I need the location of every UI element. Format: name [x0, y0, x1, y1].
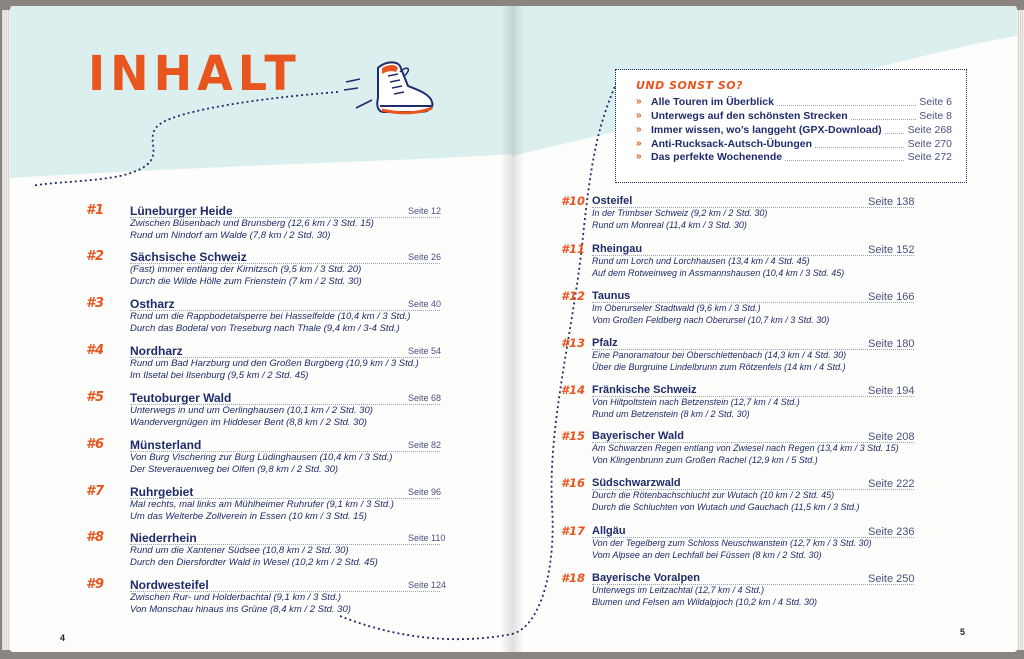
page-number-left: 4 [60, 633, 66, 643]
extras-item-label: Alle Touren im Überblick [651, 96, 777, 108]
entry-number: #15 [561, 429, 586, 443]
entry-region-name: Lüneburger Heide [130, 204, 233, 218]
entry-tour: Von der Tegelberg zum Schloss Neuschwanstein (12,7 km / 3 Std. 30) [592, 538, 872, 548]
entry-number: #7 [86, 484, 105, 499]
entry-tour: Von Monschau hinaus ins Grüne (8,4 km / 2 Std. 30) [130, 604, 351, 615]
entry-tour: Blumen und Felsen am Wildalpjoch (10,2 km / 4 Std. 30) [592, 597, 818, 607]
entry-region-name: Ostharz [130, 297, 175, 311]
extras-item-label: Unterwegs auf den schönsten Strecken [651, 110, 851, 122]
entry-page-ref: Seite 68 [408, 393, 442, 403]
entry-page-ref: Seite 250 [868, 573, 915, 585]
entry-page-ref: Seite 26 [408, 252, 442, 262]
entry-region-name: Ruhrgebiet [130, 485, 194, 499]
entry-tour: Im Oberurseler Stadtwald (9,6 km / 3 Std.) [592, 303, 761, 313]
entry-tour: Durch die Schluchten von Wutach und Gauchach (11,5 km / 3 Std.) [592, 502, 860, 512]
entry-region-name: Teutoburger Wald [130, 391, 232, 405]
extras-box-item [636, 151, 952, 164]
extras-item-page: Seite 268 [905, 124, 952, 136]
left-page [10, 6, 512, 652]
entry-number: #13 [561, 336, 586, 350]
entry-tour: Rund um Nindorf am Walde (7,8 km / 2 Std. 30) [130, 230, 331, 241]
entry-page-ref: Seite 222 [868, 478, 915, 490]
entry-tour: Auf dem Rotweinweg in Assmannshausen (10,4 km / 3 Std. 45) [592, 268, 845, 278]
entry-tour: Wandervergnügen im Hiddeser Bent (8,8 km / 2 Std. 30) [130, 417, 367, 428]
entry-tour: Durch das Bodetal von Treseburg nach Thale (9,4 km / 3-4 Std.) [130, 323, 400, 334]
entry-page-ref: Seite 194 [868, 385, 915, 397]
arrow-icon: » [636, 110, 642, 121]
entry-tour: Von Hiltpoltstein nach Betzenstein (12,7 km / 4 Std.) [592, 397, 800, 407]
entry-number: #3 [86, 296, 105, 311]
entry-tour: Rund um Bad Harzburg und den Großen Burgberg (10,9 km / 3 Std.) [130, 358, 419, 369]
entry-page-ref: Seite 208 [868, 431, 915, 443]
entry-number: #5 [86, 390, 105, 405]
page-number-right: 5 [960, 627, 966, 637]
entry-number: #17 [561, 524, 586, 538]
entry-number: #10 [561, 194, 586, 208]
extras-item-page: Seite 270 [905, 138, 952, 150]
entry-region-name: Südschwarzwald [592, 477, 681, 489]
entry-number: #18 [561, 571, 586, 585]
entry-tour: Durch die Wilde Hölle zum Frienstein (7 km / 2 Std. 30) [130, 276, 362, 287]
entry-tour: Eine Panoramatour bei Oberschlettenbach (14,3 km / 4 Std. 30) [592, 350, 847, 360]
entry-tour: Unterwegs in und um Oerlinghausen (10,1 km / 2 Std. 30) [130, 405, 373, 416]
extras-item-page: Seite 272 [905, 151, 952, 163]
entry-number: #8 [86, 530, 105, 545]
entry-tour: Unterwegs im Leitzachtal (12,7 km / 4 Std.) [592, 585, 765, 595]
extras-box-title: UND SONST SO? [636, 79, 743, 92]
page-edges-right [1016, 10, 1024, 650]
entry-region-name: Allgäu [592, 525, 626, 537]
extras-item-page: Seite 8 [916, 110, 952, 122]
entry-page-ref: Seite 96 [408, 487, 442, 497]
entry-number: #2 [86, 249, 105, 264]
entry-region-name: Bayerischer Wald [592, 430, 684, 442]
arrow-icon: » [636, 124, 642, 135]
entry-tour: Von Burg Vischering zur Burg Lüdinghausen (10,4 km / 3 Std.) [130, 452, 393, 463]
entry-tour: In der Trimbser Schweiz (9,2 km / 2 Std. 30) [592, 208, 768, 218]
entry-tour: Von Klingenbrunn zum Großen Rachel (12,9 km / 5 Std.) [592, 455, 818, 465]
entry-region-name: Münsterland [130, 438, 202, 452]
entry-page-ref: Seite 180 [868, 338, 915, 350]
arrow-icon: » [636, 138, 642, 149]
entry-tour: Rund um Monreal (11,4 km / 3 Std. 30) [592, 220, 747, 230]
entry-tour: Rund um Betzenstein (8 km / 2 Std. 30) [592, 409, 750, 419]
extras-item-label: Das perfekte Wochenende [651, 151, 785, 163]
entry-number: #1 [86, 203, 105, 218]
entry-page-ref: Seite 82 [408, 440, 442, 450]
extras-item-label: Anti-Rucksack-Autsch-Übungen [651, 138, 815, 150]
extras-item-page: Seite 6 [916, 96, 952, 108]
entry-page-ref: Seite 12 [408, 206, 442, 216]
entry-number: #16 [561, 476, 586, 490]
page-title: INHALT [88, 44, 301, 102]
entry-tour: Im Ilsetal bei Ilsenburg (9,5 km / 2 Std. 45) [130, 370, 309, 381]
entry-tour: Zwischen Rur- und Holderbachtal (9,1 km / 3 Std.) [130, 592, 342, 603]
entry-tour: Rund um die Rappbodetalsperre bei Hasselfelde (10,4 km / 3 Std.) [130, 311, 411, 322]
arrow-icon: » [636, 151, 642, 162]
extras-box-item [636, 124, 952, 137]
entry-tour: Rund um Lorch und Lorchhausen (13,4 km / 4 Std. 45) [592, 256, 810, 266]
entry-page-ref: Seite 54 [408, 346, 442, 356]
entry-page-ref: Seite 110 [408, 533, 446, 543]
entry-tour: Der Steverauenweg bei Olfen (9,8 km / 2 Std. 30) [130, 464, 339, 475]
entry-tour: Vom Alpsee an den Lechfall bei Füssen (8 km / 2 Std. 30) [592, 550, 822, 560]
entry-tour: Vom Großen Feldberg nach Oberursel (10,7 km / 3 Std. 30) [592, 315, 830, 325]
extras-box-item [636, 110, 952, 123]
entry-number: #14 [561, 383, 586, 397]
entry-page-ref: Seite 40 [408, 299, 442, 309]
entry-tour: Durch den Diersfordter Wald in Wesel (10,2 km / 2 Std. 45) [130, 557, 378, 568]
entry-region-name: Bayerische Voralpen [592, 572, 701, 584]
entry-tour: Zwischen Büsenbach und Brunsberg (12,6 km / 3 Std. 15) [130, 218, 374, 229]
entry-number: #9 [86, 577, 105, 592]
entry-page-ref: Seite 152 [868, 244, 915, 256]
extras-box-item [636, 96, 952, 109]
entry-number: #6 [86, 437, 105, 452]
extras-box-item [636, 138, 952, 151]
entry-region-name: Rheingau [592, 243, 643, 255]
extras-item-label: Immer wissen, wo’s langgeht (GPX-Download) [651, 124, 885, 136]
entry-tour: Rund um die Xantener Südsee (10,8 km / 2 Std. 30) [130, 545, 349, 556]
entry-tour: Mal rechts, mal links am Mühlheimer Ruhrufer (9,1 km / 3 Std.) [130, 499, 394, 510]
arrow-icon: » [636, 96, 642, 107]
entry-page-ref: Seite 138 [868, 196, 915, 208]
entry-page-ref: Seite 236 [868, 526, 915, 538]
entry-region-name: Niederrhein [130, 531, 197, 545]
entry-tour: Am Schwarzen Regen entlang von Zwiesel nach Regen (13,4 km / 3 Std. 15) [592, 443, 899, 453]
entry-region-name: Pfalz [592, 337, 618, 349]
entry-page-ref: Seite 166 [868, 291, 915, 303]
entry-number: #4 [86, 343, 105, 358]
entry-region-name: Nordharz [130, 344, 183, 358]
entry-region-name: Taunus [592, 290, 631, 302]
entry-region-name: Nordwesteifel [130, 578, 209, 592]
entry-number: #11 [561, 242, 586, 256]
entry-tour: Um das Welterbe Zollverein in Essen (10 km / 3 Std. 15) [130, 511, 367, 522]
entry-tour: (Fast) immer entlang der Kirnitzsch (9,5 km / 3 Std. 20) [130, 264, 362, 275]
entry-page-ref: Seite 124 [408, 580, 447, 590]
entry-region-name: Fränkische Schweiz [592, 384, 697, 396]
entry-tour: Durch die Rötenbachschlucht zur Wutach (10 km / 2 Std. 45) [592, 490, 835, 500]
entry-region-name: Osteifel [592, 195, 633, 207]
entry-region-name: Sächsische Schweiz [130, 250, 247, 264]
entry-tour: Über die Burgruine Lindelbrunn zum Rötzenfels (14 km / 4 Std.) [592, 362, 846, 372]
entry-number: #12 [561, 289, 586, 303]
